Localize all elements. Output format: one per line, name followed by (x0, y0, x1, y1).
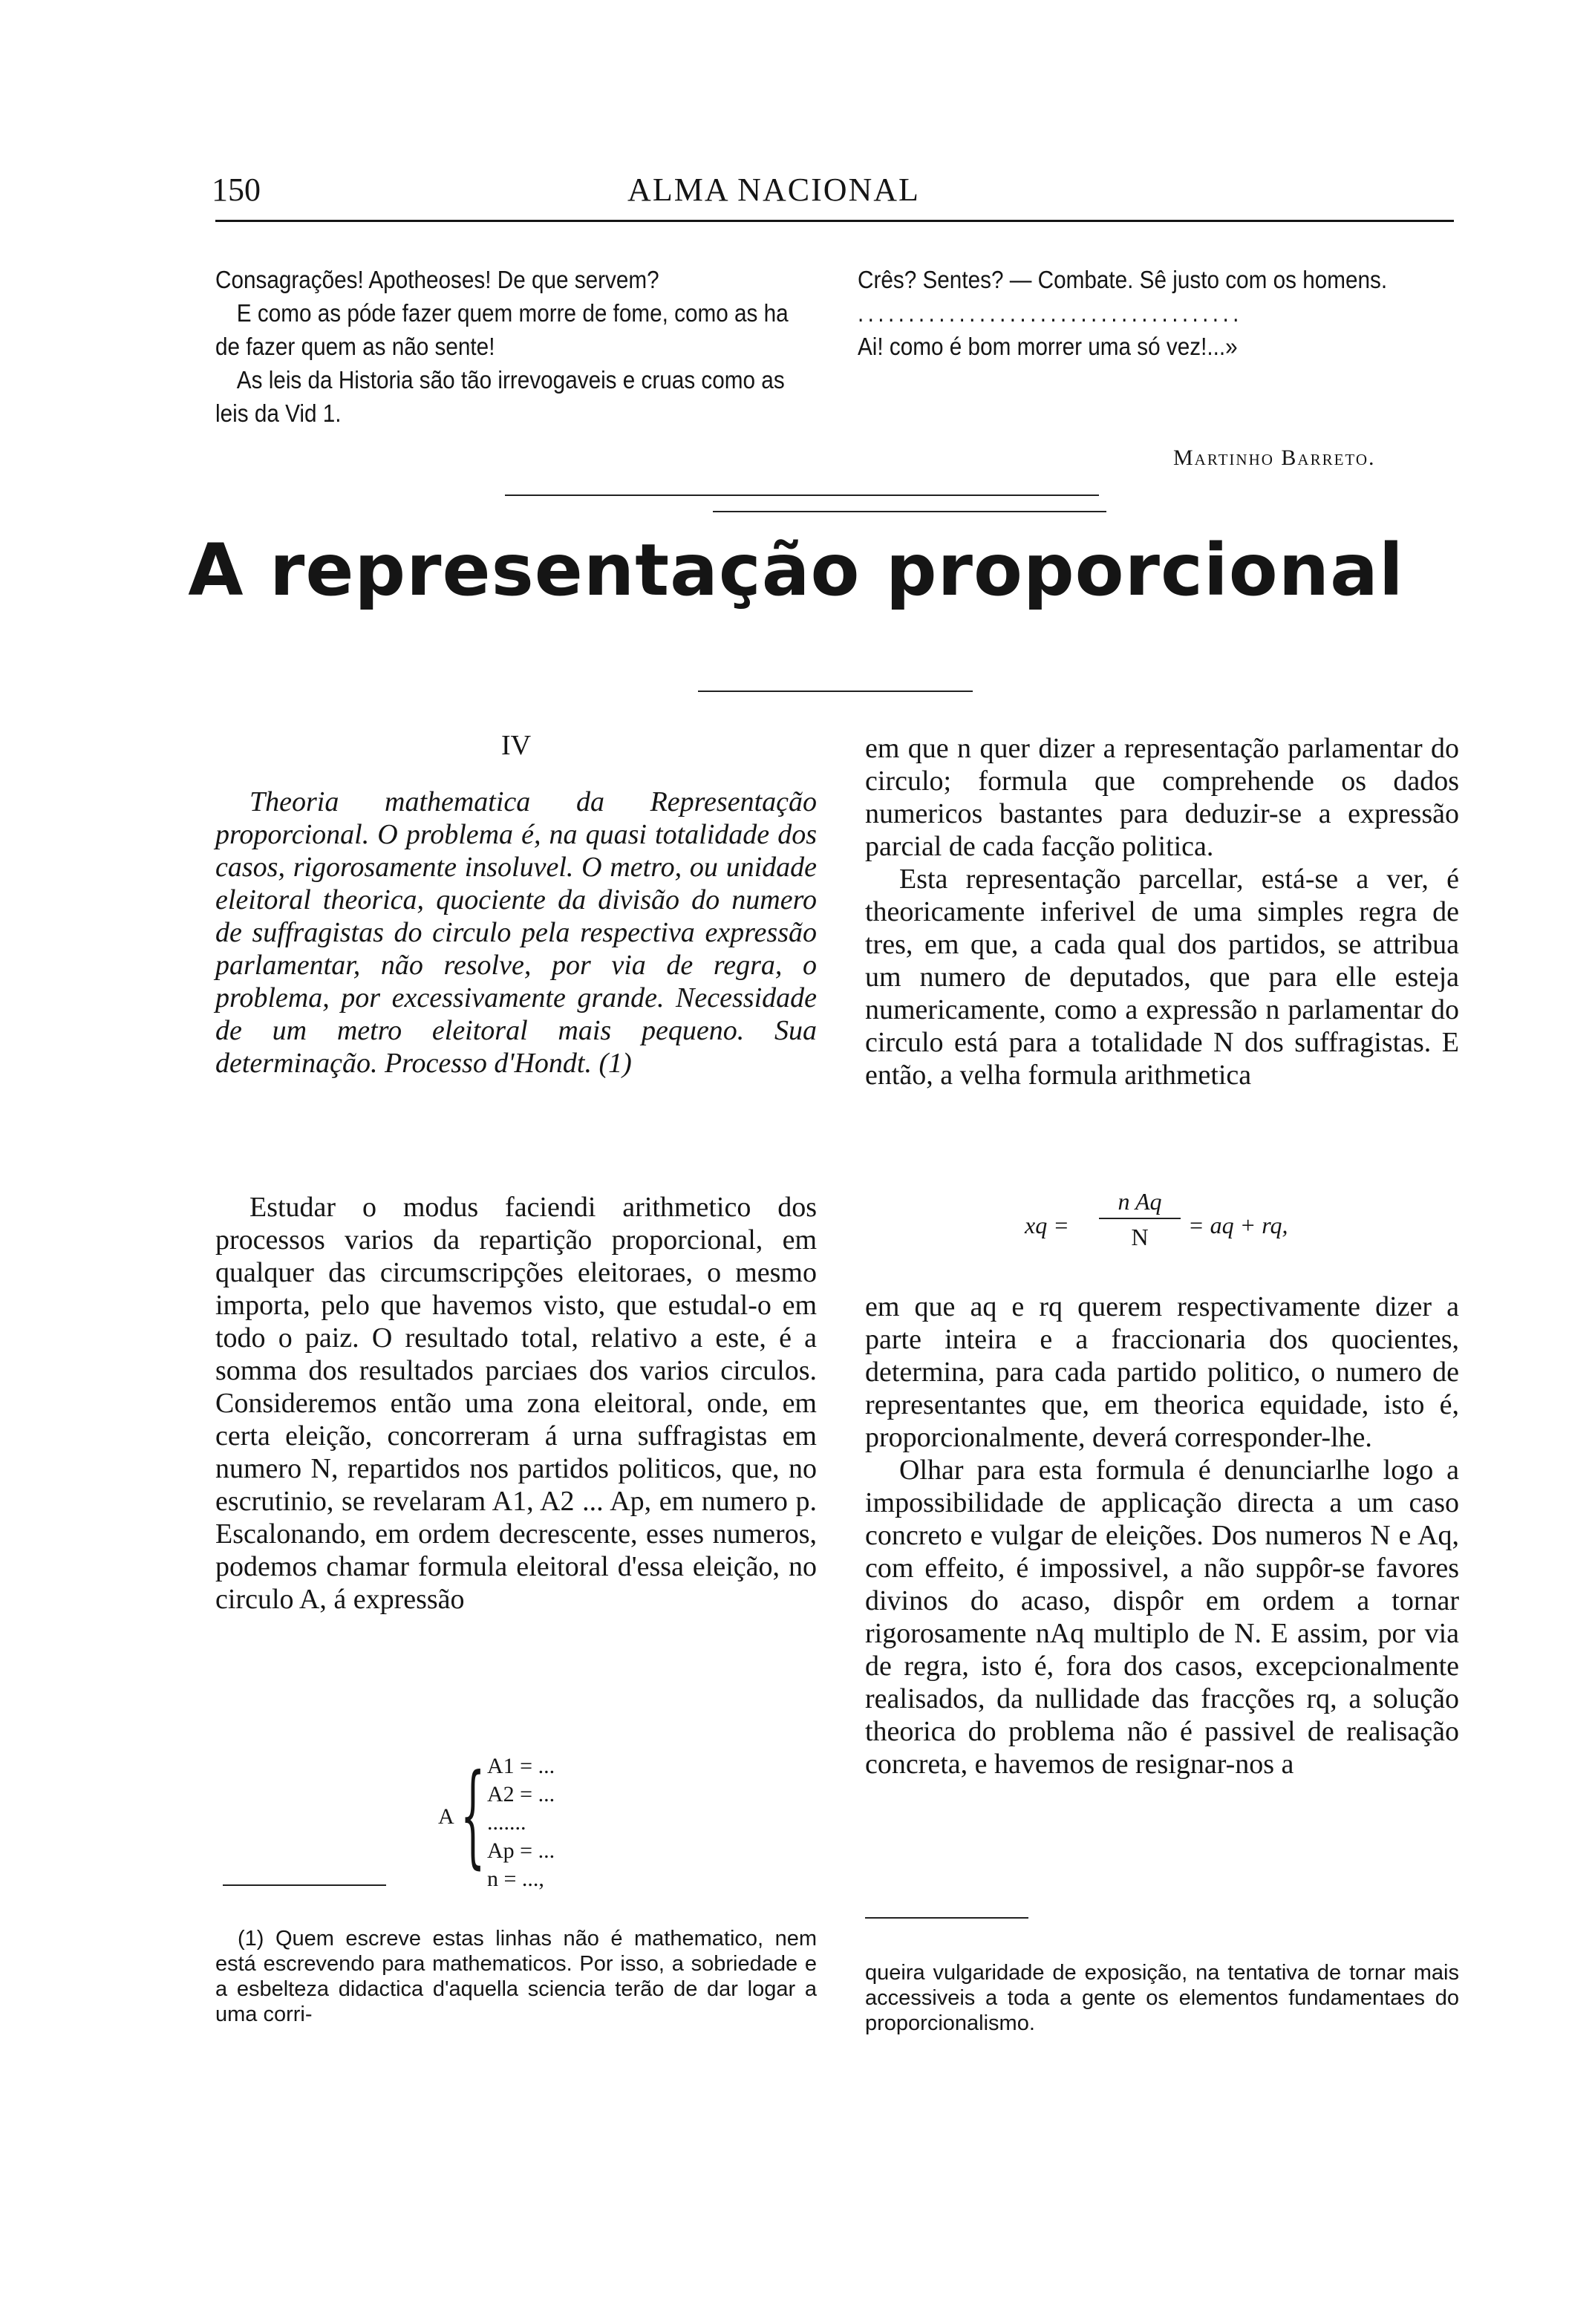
quotient-formula (1025, 1188, 1337, 1255)
prev-article-left-column (215, 263, 790, 430)
formula-row: A1 = ... (487, 1754, 555, 1778)
formula-denominator: N (1131, 1224, 1149, 1250)
summary-text: Theoria mathematica da Representação proporcional. O problema é, na quasi totalidade dos casos, rigorosamente insoluvel. O metro, ou unidade eleitoral theorica, quociente da divisão do numero de suffragistas do circulo pela respectiva expressão parlamentar, não resolve, por via de regra, o problema, por excessivamente grande. Necessidade de um metro eleitoral mais pequeno. Sua determinação. Processo d'Hondt. (1) (215, 786, 817, 1079)
footnote-text: queira vulgaridade de exposição, na tentativa de tornar mais accessiveis a toda a gente os elementos fundamentaes do proporcionalismo. (865, 1961, 1459, 2035)
prev-line: Consagrações! Apotheoses! De que servem? (215, 266, 659, 293)
brace-symbol: { (460, 1751, 486, 1880)
running-title-text: ALMA NACIONAL (627, 172, 920, 208)
article-title: A representação proporcional (188, 529, 1404, 612)
section-summary (215, 786, 817, 1080)
formula-numerator: n Aq (1118, 1188, 1162, 1215)
body-paragraph: Esta representação parcellar, está-se a ver, é theoricamente inferivel de uma simples regra de tres, em que, a cada qual dos partidos, se attribua um numero de deputados, que para elle esteja numericamente, como a expressão n parlamentar do circulo está para a totalidade N dos suffragistas. E então, a velha formula arithmetica (865, 864, 1459, 1091)
formula-row: Ap = ... (487, 1838, 555, 1863)
right-body-top (865, 732, 1459, 1091)
body-paragraph: Estudar o modus faciendi arithmetico dos processos varios da repartição proporcional, em qualquer das circumscripções eleitoraes, o mesmo importa, pelo que havemos visto, que estudal-o em todo o paiz. O resultado total, relativo a este, é a somma dos resultados parciaes dos varios circulos. Consideremos então uma zona eleitoral, onde, em certa eleição, concorreram á urna suffragistas em numero N, repartidos nos partidos politicos, que, no escrutinio, se revelaram A1, A2 ... Ap, em numero p. Escalonando, em ordem decrescente, esses numeros, podemos chamar formula eleitoral d'essa eleição, no circulo A, á expressão (215, 1192, 817, 1615)
prev-line: Ai! como é bom morrer uma só vez!...» (858, 333, 1238, 360)
author-signature: Martinho Barreto. (1173, 445, 1376, 470)
prev-line: As leis da Historia são tão irrevogaveis e cruas como as leis da Vid 1. (215, 366, 785, 427)
title-rule (698, 691, 973, 692)
formula-lhs: xq = (1025, 1212, 1069, 1238)
formula-label: A (438, 1804, 454, 1829)
running-title (0, 171, 1592, 209)
footnote-text: (1) Quem escreve estas linhas não é mathematico, nem está escrevendo para mathematicos. Por isso, a sobriedade e a esbelteza didactica d'aquella sciencia terão de dar logar a uma corri- (215, 1927, 817, 2026)
body-paragraph: Olhar para esta formula é denunciarlhe logo a impossibilidade de applicação directa a um caso concreto e vulgar de eleições. Dos numeros N e Aq, com effeito, é impossivel, a não suppôr-se favores divinos do acaso, dispôr em ordem a tornar rigorosamente nAq multiplo de N. E assim, por via de regra, isto é, fora dos casos, excepcionalmente realisados, da nullidade das fracções rq, a solução theorica do problema não é passivel de realisação concreta, e havemos de resignar-nos a (865, 1455, 1459, 1780)
footnote-right (865, 1960, 1459, 2036)
prev-line: Crês? Sentes? — Combate. Sê justo com os homens. (858, 266, 1388, 293)
fraction-bar (1099, 1218, 1181, 1219)
footnote-rule (223, 1884, 386, 1886)
ellipsis-line: ...................................... (858, 299, 1243, 327)
separator-rule (505, 494, 1099, 496)
footnote-left (215, 1926, 817, 2027)
footnote-rule (865, 1917, 1028, 1919)
formula-rows (487, 1752, 555, 1893)
prev-line: E como as póde fazer quem morre de fome, como as ha de fazer quem as não sente! (215, 299, 789, 360)
formula-rhs: = aq + rq, (1188, 1212, 1288, 1238)
right-body-bottom (865, 1290, 1459, 1780)
left-body (215, 1191, 817, 1616)
section-number: IV (500, 730, 532, 761)
formula-row: ....... (487, 1810, 526, 1835)
formula-row: A2 = ... (487, 1782, 555, 1806)
body-paragraph: em que aq e rq querem respectivamente dizer a parte inteira e a fraccionaria dos quocientes, determina, para cada partido politico, o numero de representantes que, em theorica equidade, isto é, proporcionalmente, deverá corresponder-lhe. (865, 1291, 1459, 1453)
page-number: 150 (212, 172, 261, 208)
header-rule (215, 220, 1454, 222)
separator-rule (713, 511, 1106, 512)
formula-row: n = ..., (487, 1867, 544, 1891)
prev-article-right-column (858, 263, 1446, 363)
body-paragraph: em que n quer dizer a representação parlamentar do circulo; formula que comprehende os dados numericos bastantes para deduzir-se a expressão parcial de cada facção politica. (865, 733, 1459, 862)
